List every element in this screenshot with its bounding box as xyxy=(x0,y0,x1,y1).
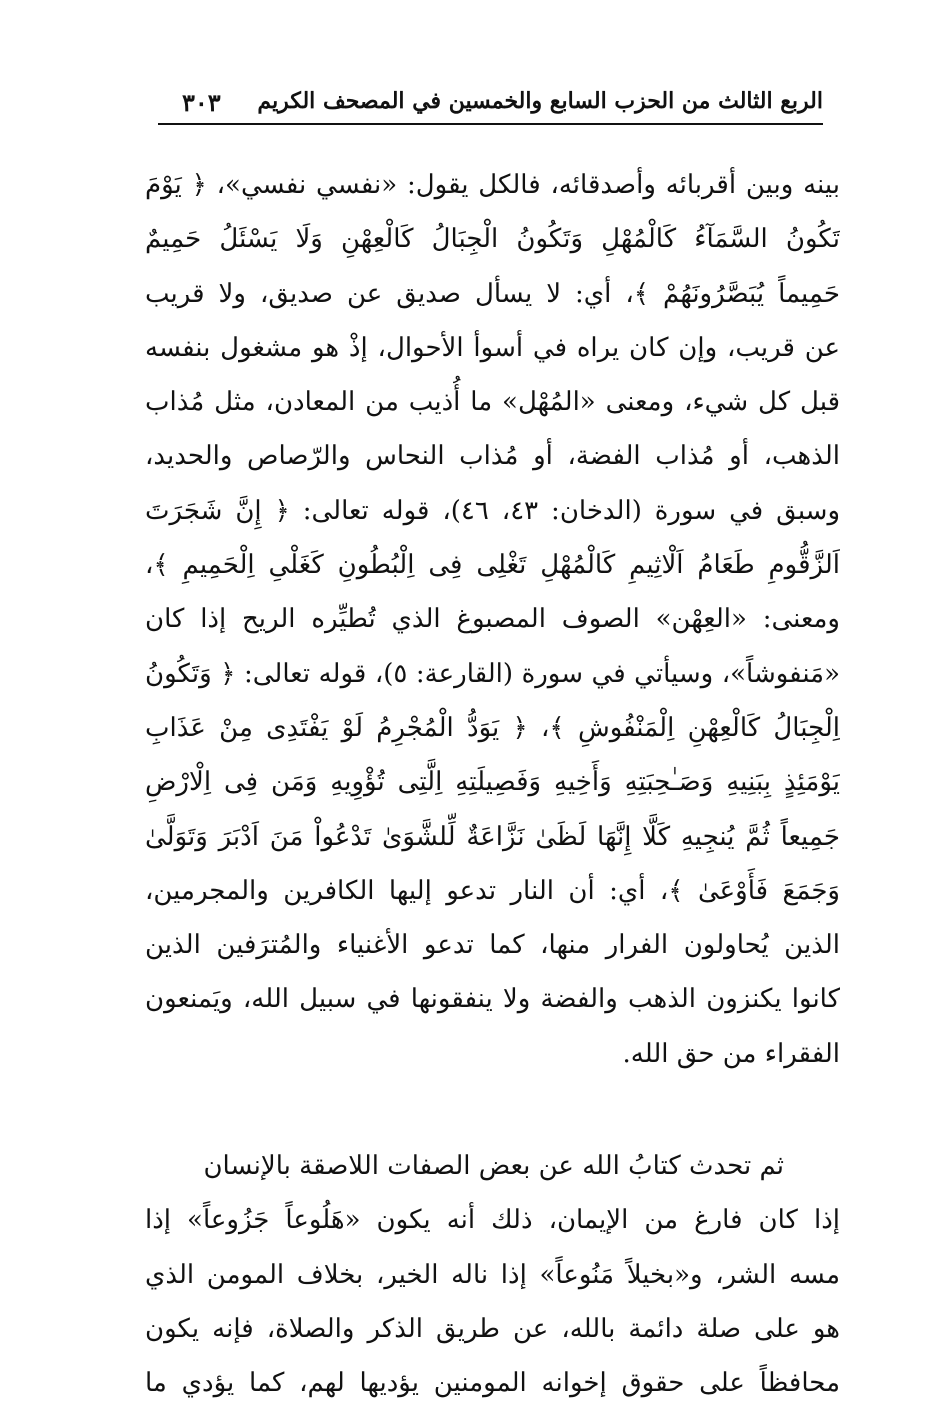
text-line: هو على صلة دائمة بالله، عن طريق الذكر والصلاة، فإنه يكون xyxy=(145,1313,840,1344)
text-line: الذين يُحاولون الفرار منها، كما تدعو الأغنياء والمُترَفين الذين xyxy=(145,930,840,961)
text-line: محافظاً على حقوق إخوانه المومنين يؤديها لهم، كما يؤدي ما xyxy=(145,1368,840,1399)
text-line: كانوا يكنزون الذهب والفضة ولا ينفقونها في سبيل الله، ويَمنعون xyxy=(145,984,840,1015)
text-line: «مَنفوشاً»، وسيأتي في سورة (القارعة: ٥)، قوله تعالى: ﴿ وَتَكُونُ xyxy=(145,658,840,689)
text-line: تَكُونُ السَّمَآءُ كَالْمُهْلِ وَتَكُونُ الْجِبَالُ كَالْعِهْنِ وَلَا يَسْئَلُ حَمِيمٌ xyxy=(145,224,840,255)
page-number: ٣٠٣ xyxy=(182,88,221,117)
text-line: اِلْجِبَالُ كَالْعِهْنِ اِلْمَنْفُوشِ ﴾، ﴿ يَوَدُّ الْمُجْرِمُ لَوْ يَفْتَدِى مِنْ عَذَابِ xyxy=(145,712,840,743)
text-line: ومعنى: «العِهْن» الصوف المصبوغ الذي تُطيِّره الريح إذا كان xyxy=(145,604,840,635)
text-line: إذا كان فارغ من الإيمان، ذلك أنه يكون «هَلُوعاً جَزُوعاً» إذا xyxy=(145,1205,840,1236)
text-line: عن قريب، وإن كان يراه في أسوأ الأحوال، إذْ هو مشغول بنفسه xyxy=(145,332,840,363)
text-line: بينه وبين أقربائه وأصدقائه، فالكل يقول: «نفسي نفسي»، ﴿ يَوْمَ xyxy=(145,170,840,200)
text-line: وَجَمَعَ فَأَوْعَىٰ ﴾، أي: أن النار تدعو إليها الكافرين والمجرمين، xyxy=(145,875,840,906)
text-line: جَمِيعاً ثُمَّ يُنجِيهِ كَلَّا إِنَّهَا لَظَىٰ نَزَّاعَةٌ لِّلشَّوَىٰ تَدْعُواْ مَنَ اَدْبَرَ وَتَوَلَّىٰ xyxy=(145,821,840,852)
header-title: الربع الثالث من الحزب السابع والخمسين في المصحف الكريم xyxy=(257,88,823,114)
text-line: قبل كل شيء، ومعنى «المُهْل» ما أُذيب من المعادن، مثل مُذاب xyxy=(145,387,840,418)
paragraph-2 xyxy=(145,1139,840,1410)
text-line: مسه الشر، و«بخيلاً مَنُوعاً» إذا ناله الخير، بخلاف المومن الذي xyxy=(145,1259,840,1290)
text-line: اَلزَّقُّومِ طَعَامُ اَلْاثِيمِ كَالْمُهْلِ تَغْلِى فِى اِلْبُطُونِ كَغَلْىِ اِلْحَمِيمِ ﴾، xyxy=(145,550,840,581)
body-text xyxy=(145,158,840,1411)
text-line: حَمِيماً يُبَصَّرُونَهُمْ ﴾، أي: لا يسأل صديق عن صديق، ولا قريب xyxy=(145,278,840,309)
paragraph-gap xyxy=(145,1081,840,1139)
header-divider xyxy=(158,123,823,125)
paragraph-1 xyxy=(145,158,840,1081)
running-header xyxy=(158,78,823,122)
text-line: ثم تحدث كتابُ الله عن بعض الصفات اللاصقة بالإنسان xyxy=(203,1151,784,1182)
text-line: يَوْمَئِذٍ بِبَنِيهِ وَصَـٰحِبَتِهِ وَأَخِيهِ وَفَصِيلَتِهِ اِلَّتِى تُؤْوِيهِ وَمَن فِى اِلْارْضِ xyxy=(145,767,840,798)
text-line: الذهب، أو مُذاب الفضة، أو مُذاب النحاس والرّصاص والحديد، xyxy=(145,441,840,472)
text-line: وسبق في سورة (الدخان: ٤٣، ٤٦)، قوله تعالى: ﴿ إِنَّ شَجَرَتَ xyxy=(145,495,840,526)
text-line: الفقراء من حق الله. xyxy=(622,1038,840,1069)
